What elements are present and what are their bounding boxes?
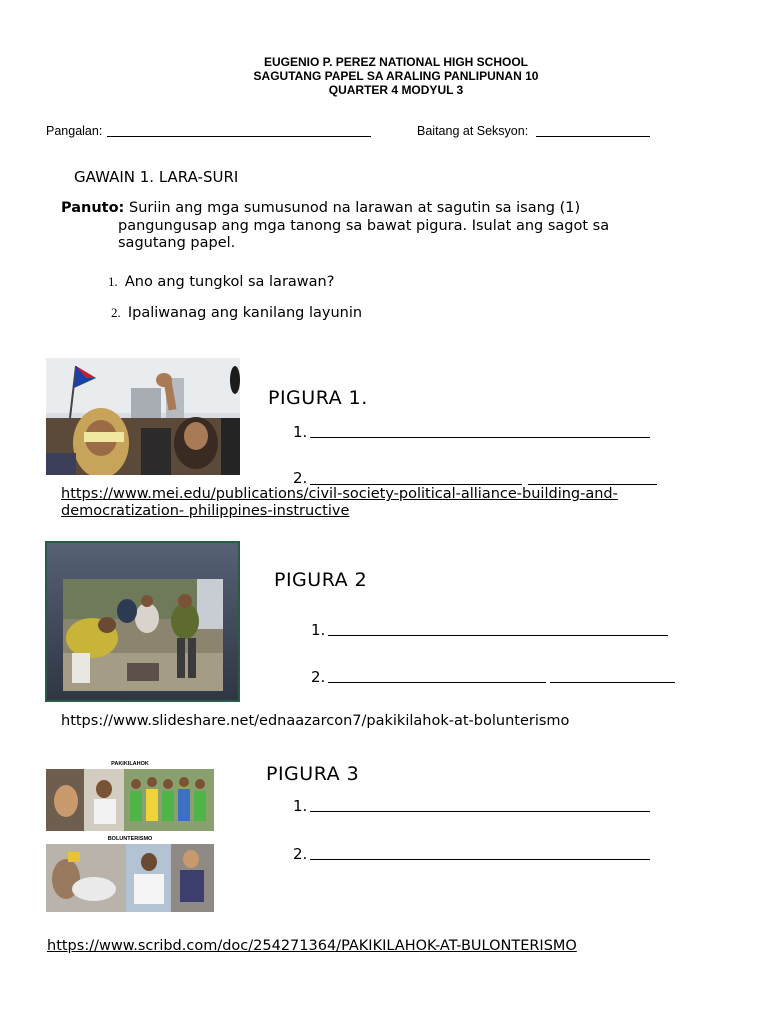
name-blank[interactable] <box>107 136 371 137</box>
question-1: 1. Ano ang tungkol sa larawan? <box>108 274 335 290</box>
figure-3-answer-1-number: 1. <box>293 797 308 815</box>
activity-title: GAWAIN 1. LARA-SURI <box>74 168 239 186</box>
figure-1-source-link[interactable] <box>61 486 761 520</box>
figure-3-panel-top-title: PAKIKILAHOK <box>111 761 149 767</box>
instruction-line-1: Panuto: Suriin ang mga sumusunod na larawan at sagutin sa isang (1) <box>61 200 581 216</box>
figure-1-answer-1-line[interactable] <box>310 437 650 438</box>
figure-1-source-line-2[interactable]: democratization- philippines-instructive <box>61 503 350 519</box>
instruction-line-3: sagutang papel. <box>118 235 236 251</box>
instruction-label: Panuto: <box>61 200 125 216</box>
figure-3-image-top <box>46 769 214 831</box>
figure-2-source: https://www.slideshare.net/ednaazarcon7/pakikilahok-at-bolunterismo <box>61 713 570 729</box>
figure-3-answer-2-number: 2. <box>293 845 308 863</box>
figure-3-answer-1-line[interactable] <box>310 811 650 812</box>
section-blank[interactable] <box>536 136 650 137</box>
figure-2-answer-2-number: 2. <box>311 668 326 686</box>
quarter-module: QUARTER 4 MODYUL 3 <box>328 83 464 97</box>
figure-2-answer-1-line[interactable] <box>328 635 668 636</box>
figure-2-answer-1-number: 1. <box>311 621 326 639</box>
figure-3-label: PIGURA 3 <box>266 763 360 785</box>
figure-3-panel-bottom-title: BOLUNTERISMO <box>107 836 153 842</box>
figure-2-image <box>45 541 240 702</box>
figure-1-answer-2-line-a[interactable] <box>310 484 522 485</box>
protest-photo-icon <box>46 358 240 475</box>
figure-2-answer-2-line-b[interactable] <box>550 682 675 683</box>
paper-subject: SAGUTANG PAPEL SA ARALING PANLIPUNAN 10 <box>253 69 539 83</box>
name-label: Pangalan: <box>46 124 103 138</box>
figure-1-label: PIGURA 1. <box>268 387 368 409</box>
figure-3-answer-2-line[interactable] <box>310 859 650 860</box>
figure-1-source-line-1[interactable]: https://www.mei.edu/publications/civil-society-political-alliance-building-and- <box>61 486 618 502</box>
figure-1-answer-1-number: 1. <box>293 423 308 441</box>
cleanup-photo-icon <box>47 543 238 700</box>
school-name: EUGENIO P. PEREZ NATIONAL HIGH SCHOOL <box>263 55 529 69</box>
figure-3-image-bottom <box>46 844 214 912</box>
figure-2-answer-2-line-a[interactable] <box>328 682 546 683</box>
instruction-line-2: pangungusap ang mga tanong sa bawat pigura. Isulat ang sagot sa <box>118 217 610 234</box>
figure-2-label: PIGURA 2 <box>274 569 368 591</box>
question-2: 2. Ipaliwanag ang kanilang layunin <box>111 305 363 321</box>
section-label: Baitang at Seksyon: <box>417 124 529 138</box>
instructions <box>61 200 711 253</box>
figure-1-answer-2-line-b[interactable] <box>528 484 657 485</box>
figure-1-answer-2-number: 2. <box>293 469 308 487</box>
figure-1-image <box>46 358 240 475</box>
participation-collage-icon <box>46 769 214 831</box>
figure-3-source-link[interactable]: https://www.scribd.com/doc/254271364/PAKIKILAHOK-AT-BULONTERISMO <box>47 938 577 954</box>
volunteerism-collage-icon <box>46 844 214 912</box>
